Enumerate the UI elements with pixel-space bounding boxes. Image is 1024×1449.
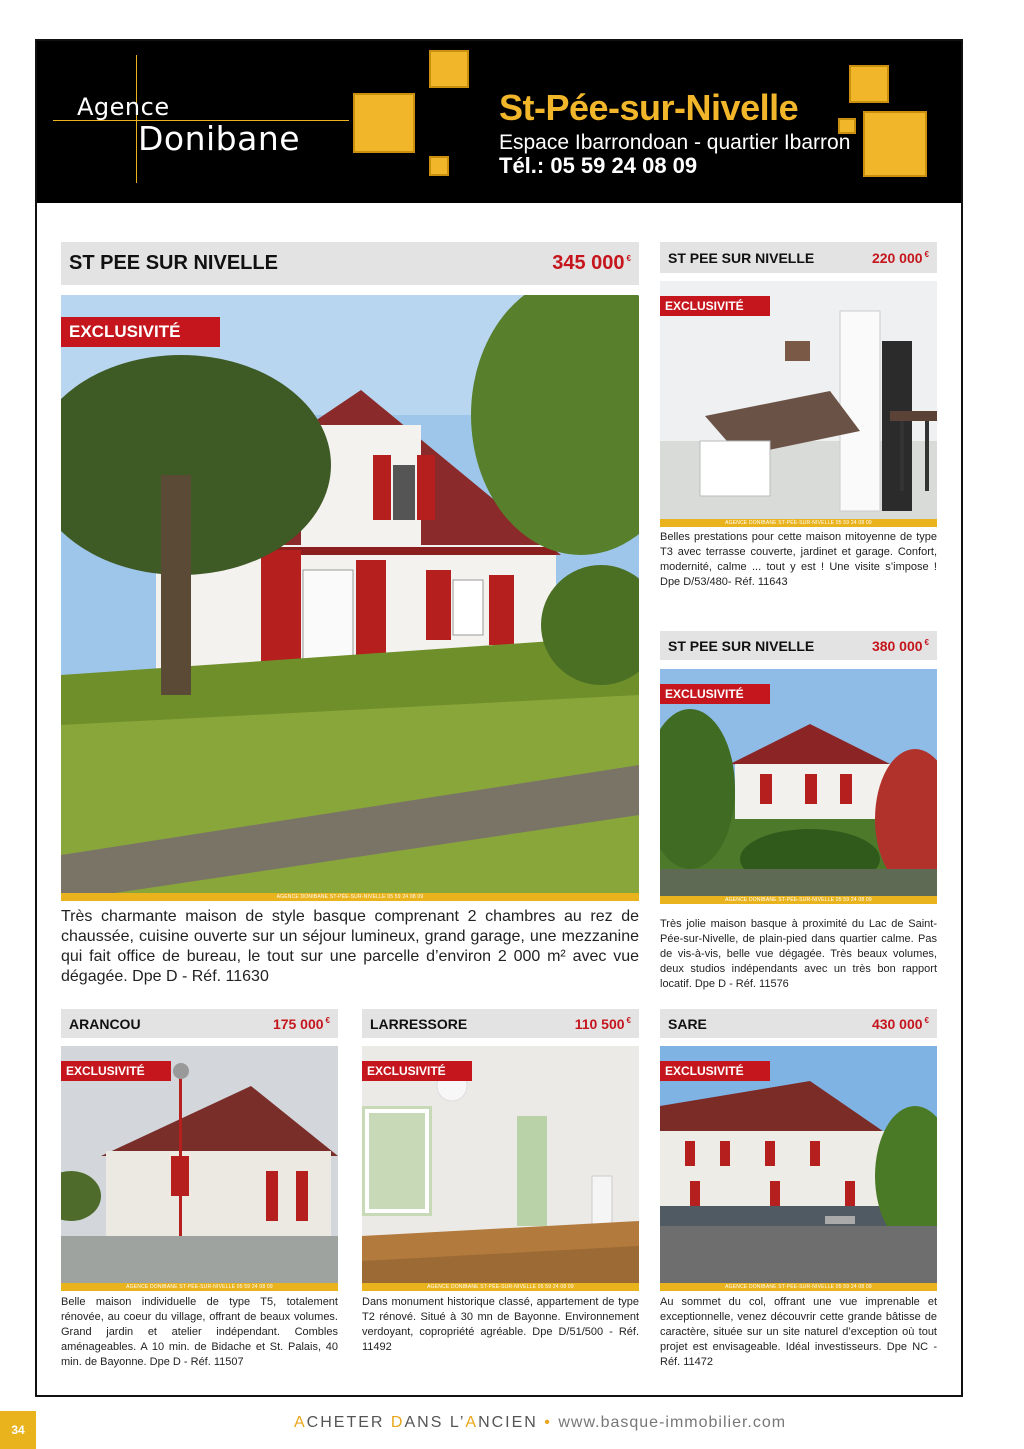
listing-title-bar xyxy=(660,631,937,660)
listing-location: LARRESSORE xyxy=(370,1015,468,1032)
listing-description: Dans monument historique classé, appartement de type T2 rénové. Situé à 30 mn de Bayonne. Environnement verdoyant, copropriété agréable. Dpe D/51/500 - Réf. 11492 xyxy=(362,1296,639,1353)
listing-photo-apartment-interior[interactable] xyxy=(362,1046,639,1291)
listing-description: Très charmante maison de style basque comprenant 2 chambres au rez de chaussée, cuisine ouverte sur un séjour lumineux, grand garage, une mezzanine qui fait office de bureau, le tout sur une parcelle d’environ 2 000 m² avec vue dégagée. Dpe D - Réf. 11630 xyxy=(61,908,639,985)
listing-description: Belles prestations pour cette maison mitoyenne de type T3 avec terrasse couverte, jardinet et garage. Confort, modernité, calme ... tout y est ! Une visite s’impose ! Dpe D/53/480- Réf. 11643 xyxy=(660,531,937,588)
listing-price: 175 000 € xyxy=(272,1015,330,1032)
listing-photo-village-house[interactable] xyxy=(61,1046,338,1291)
listing-card[interactable] xyxy=(660,242,937,602)
listing-card[interactable] xyxy=(61,1009,338,1379)
agency-header xyxy=(37,41,961,203)
photo-credit: AGENCE DONIBANE ST-PÉE-SUR-NIVELLE 05 59 24 08 09 xyxy=(61,1283,338,1291)
listing-card[interactable] xyxy=(362,1009,639,1379)
footer-text: NCIEN xyxy=(478,1414,538,1431)
page-frame xyxy=(35,39,963,1397)
listing-price: 220 000 € xyxy=(871,249,929,266)
listing-photo-large-farmhouse[interactable] xyxy=(660,1046,937,1291)
exclusivity-badge: EXCLUSIVITÉ xyxy=(362,1061,472,1081)
photo-credit: AGENCE DONIBANE ST-PÉE-SUR-NIVELLE 05 59 24 08 09 xyxy=(660,1283,937,1291)
listing-description: Belle maison individuelle de type T5, totalement rénovée, au coeur du village, offrant de beaux volumes. Grand jardin et atelier indépendant. Combles aménageables. A 10 min. de Bidache et St. Palais, 40 min. de Bayonne. Dpe D - Réf. 11507 xyxy=(61,1296,338,1368)
listing-price: 345 000 € xyxy=(552,252,631,274)
listing-card[interactable] xyxy=(61,242,639,985)
footer-letter: A xyxy=(465,1414,479,1431)
farmhouse-photo-illustration xyxy=(660,1046,937,1291)
photo-credit: AGENCE DONIBANE ST-PÉE-SUR-NIVELLE 05 59 24 08 09 xyxy=(362,1283,639,1291)
decor-square xyxy=(353,93,415,153)
listing-location: ST PEE SUR NIVELLE xyxy=(668,637,815,654)
listing-photo-living-room[interactable] xyxy=(660,281,937,527)
listing-location: ST PEE SUR NIVELLE xyxy=(668,249,815,266)
listing-location: ARANCOU xyxy=(69,1015,141,1032)
footer-letter: D xyxy=(390,1414,405,1431)
decor-square xyxy=(429,156,449,176)
logo-text-donibane: Donibane xyxy=(138,119,301,158)
exclusivity-badge: EXCLUSIVITÉ xyxy=(660,296,770,316)
logo-text-agence: Agence xyxy=(77,93,170,121)
footer-text: ANS L’ xyxy=(404,1414,466,1431)
listing-description: Très jolie maison basque à proximité du Lac de Saint-Pée-sur-Nivelle, de plain-pied dans quartier calme. Pas de vis-à-vis, belle vue dégagée. Très beaux volumes, deux studios indépendants avec un très bon rapport locatif. Dpe D - Réf. 11576 xyxy=(660,918,937,990)
listing-title-bar xyxy=(61,1009,338,1038)
footer-letter: A xyxy=(294,1414,307,1431)
exclusivity-badge: EXCLUSIVITÉ xyxy=(660,684,770,704)
exclusivity-badge: EXCLUSIVITÉ xyxy=(660,1061,770,1081)
house-photo-illustration xyxy=(61,295,639,901)
page-number: 34 xyxy=(0,1411,36,1449)
decor-square xyxy=(863,111,927,177)
agency-address: Espace Ibarrondoan - quartier Ibarron xyxy=(499,131,851,154)
photo-credit: AGENCE DONIBANE ST-PÉE-SUR-NIVELLE 05 59 24 08 09 xyxy=(660,519,937,527)
listing-title-bar xyxy=(660,1009,937,1038)
house-garden-photo-illustration xyxy=(660,669,937,904)
agency-phone: Tél.: 05 59 24 08 09 xyxy=(499,153,698,178)
photo-credit: AGENCE DONIBANE ST-PÉE-SUR-NIVELLE 05 59 24 08 09 xyxy=(660,896,937,904)
listing-price: 380 000 € xyxy=(871,637,929,654)
listing-description: Au sommet du col, offrant une vue imprenable et exceptionnelle, venez découvrir cette grande bâtisse de caractère, située sur un site naturel d’exception où tout projet est envisageable. Idéal investisseurs. Dpe NC - Réf. 11472 xyxy=(660,1296,937,1368)
listing-title-bar xyxy=(660,242,937,273)
apartment-photo-illustration xyxy=(362,1046,639,1291)
listing-photo-basque-house[interactable] xyxy=(61,295,639,901)
decor-square xyxy=(849,65,889,103)
exclusivity-badge: EXCLUSIVITÉ xyxy=(61,1061,171,1081)
exclusivity-badge: EXCLUSIVITÉ xyxy=(61,317,220,347)
agency-city: St-Pée-sur-Nivelle xyxy=(499,87,799,128)
listing-card[interactable] xyxy=(660,1009,937,1379)
village-house-photo-illustration xyxy=(61,1046,338,1291)
listing-title-bar xyxy=(61,242,639,285)
listing-title-bar xyxy=(362,1009,639,1038)
footer-url-link[interactable]: www.basque-immobilier.com xyxy=(558,1414,787,1431)
listing-photo-basque-house-garden[interactable] xyxy=(660,669,937,904)
footer-text: CHETER xyxy=(306,1414,391,1431)
listing-price: 430 000 € xyxy=(871,1015,929,1032)
listing-price: 110 500 € xyxy=(574,1015,631,1032)
listing-card[interactable] xyxy=(660,631,937,1001)
photo-credit: AGENCE DONIBANE ST-PÉE-SUR-NIVELLE 05 59 24 08 09 xyxy=(61,893,639,901)
decor-square xyxy=(429,50,469,88)
listing-location: SARE xyxy=(668,1015,707,1032)
footer-separator: • xyxy=(544,1414,552,1431)
living-room-photo-illustration xyxy=(660,281,937,527)
footer-tagline xyxy=(294,1414,786,1432)
listing-location: ST PEE SUR NIVELLE xyxy=(69,252,278,274)
